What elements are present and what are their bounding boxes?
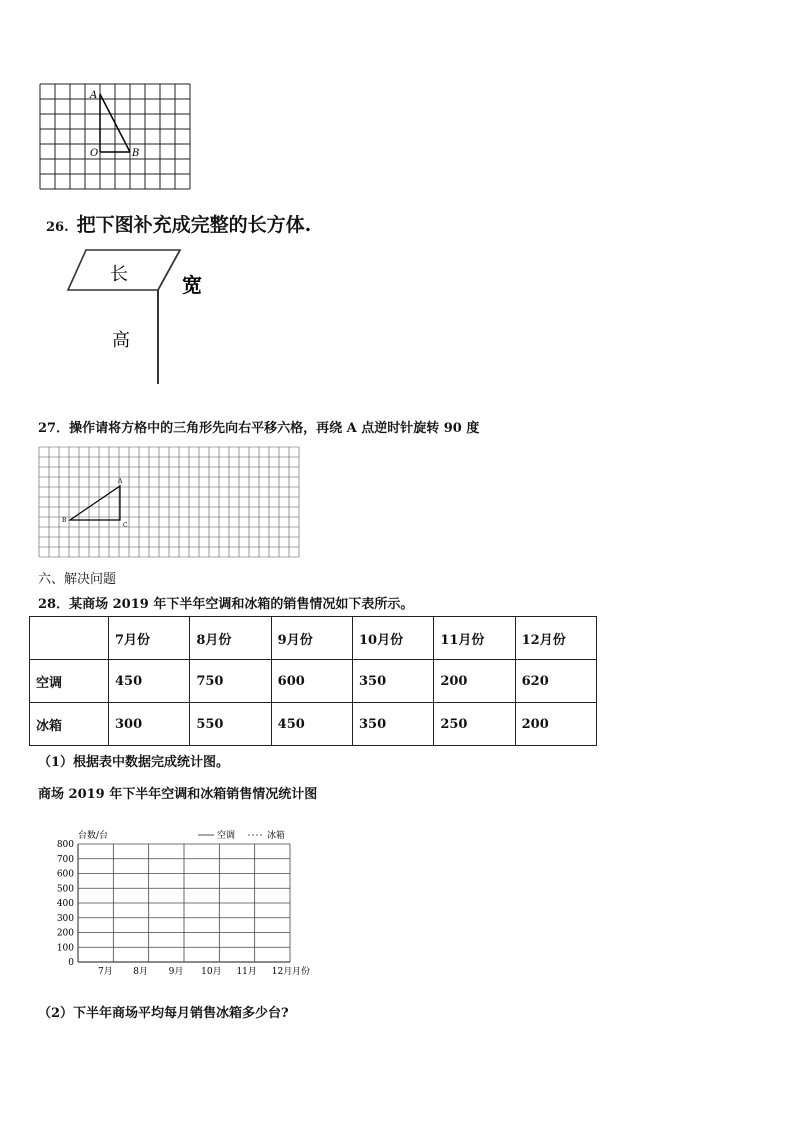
table-cell: 550 [190,703,271,746]
table-cell: 200 [434,660,515,703]
table-cell: 7月份 [109,617,190,660]
table-cell: 10月份 [352,617,433,660]
top-grid-figure [38,82,196,194]
table-cell: 600 [271,660,352,703]
translate-grid-lines [39,447,299,557]
table-header-row [30,617,597,660]
table-cell: 空调 [30,660,109,703]
triangle-abc [70,486,120,520]
table-cell: 300 [109,703,190,746]
table-cell [30,617,109,660]
y-tick-label: 200 [56,928,74,939]
blank-line-chart [38,822,328,982]
legend-label: 空调 [217,831,236,841]
table-cell: 750 [190,660,271,703]
table-cell: 12月份 [515,617,596,660]
question-26-number: 26. [46,220,69,235]
label-long: 长 [110,264,128,285]
question-26 [46,210,311,237]
x-tick-label: 11月 [236,967,257,977]
cuboid-sketch [64,244,224,388]
table-row [30,660,597,703]
table-cell: 350 [352,660,433,703]
y-tick-label: 600 [56,869,74,880]
y-tick-label: 100 [56,943,74,954]
table-cell: 200 [515,703,596,746]
table-row [30,703,597,746]
question-27: 27．操作请将方格中的三角形先向右平移六格，再绕 A 点逆时针旋转 90 度 [38,421,480,436]
top-grid-lines [40,84,190,189]
label-o: O [90,148,99,159]
y-tick-label: 300 [56,913,74,924]
label-b: B [62,517,67,524]
y-tick-label: 400 [56,899,74,909]
legend-label: 冰箱 [267,831,286,841]
table-cell: 620 [515,660,596,703]
label-a: A [90,90,98,101]
table-cell: 350 [352,703,433,746]
table-cell: 冰箱 [30,703,109,746]
translate-grid-figure [38,446,302,560]
sub-question-2: （2）下半年商场平均每月销售冰箱多少台? [38,1006,289,1021]
label-b: B [132,148,140,159]
chart-title: 商场 2019 年下半年空调和冰箱销售情况统计图 [38,787,318,802]
chart-grid [78,844,290,962]
y-tick-label: 500 [56,884,74,895]
question-28: 28．某商场 2019 年下半年空调和冰箱的销售情况如下表所示。 [38,597,414,612]
x-tick-label: 7月 [97,967,113,977]
y-axis-label: 台数/台 [78,831,109,841]
y-tick-label: 700 [56,854,74,865]
table-cell: 8月份 [190,617,271,660]
y-tick-label: 800 [56,840,74,850]
table-cell: 450 [271,703,352,746]
x-tick-label: 9月 [168,967,184,977]
x-tick-label: 10月 [201,967,222,977]
x-tick-labels [98,966,292,977]
label-high: 高 [112,330,130,351]
label-c: C [123,522,128,529]
chart-legend [198,829,285,841]
x-tick-label: 12月 [271,967,293,977]
table-cell: 450 [109,660,190,703]
x-tick-label: 8月 [133,967,149,977]
label-wide: 宽 [182,273,202,297]
table-cell: 11月份 [434,617,515,660]
y-tick-labels [57,840,74,968]
question-26-text: 把下图补充成完整的长方体. [76,214,312,236]
table-cell: 9月份 [271,617,352,660]
table-cell: 250 [434,703,515,746]
sales-table [29,616,597,746]
cuboid-depth-edge [158,250,180,290]
section-title: 六、解决问题 [38,572,117,587]
y-tick-label: 0 [68,958,74,968]
label-a: A [118,478,123,485]
sub-question-1: （1）根据表中数据完成统计图。 [38,755,230,770]
x-axis-label: 月份 [292,967,311,977]
